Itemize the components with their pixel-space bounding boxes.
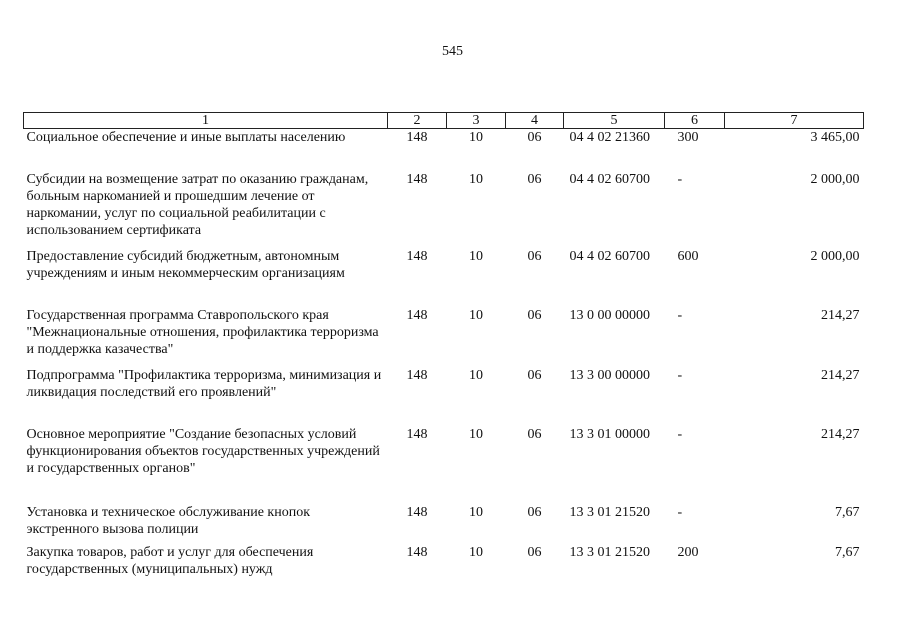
- row-name: Субсидии на возмещение затрат по оказанию гражданам, больным наркоманией и прошедшим лечение от наркомании, услуг по социальной реабилитации с использованием сертификата: [26, 171, 369, 238]
- row-name: Государственная программа Ставропольского края "Межнациональные отношения, профилактика терроризма и поддержка казачества": [26, 307, 379, 357]
- table-row: [24, 426, 864, 504]
- row-name: Установка и техническое обслуживание кнопок экстренного вызова полиции: [26, 504, 310, 537]
- cell-col3: 10: [469, 248, 483, 264]
- header-row: [24, 113, 864, 129]
- table-row: [24, 171, 864, 248]
- table-row: [24, 307, 864, 367]
- cell-col7: 214,27: [821, 307, 860, 323]
- table-row: [24, 367, 864, 426]
- column-header: 5: [564, 113, 665, 129]
- budget-table: [23, 112, 864, 584]
- cell-col6: -: [677, 171, 683, 187]
- cell-col5: 13 3 01 21520: [569, 544, 650, 560]
- cell-col5: 04 4 02 60700: [569, 171, 650, 187]
- column-header: 2: [388, 113, 447, 129]
- cell-col5: 04 4 02 60700: [569, 248, 650, 264]
- cell-col3: 10: [469, 504, 483, 520]
- cell-col3: 10: [469, 426, 483, 442]
- cell-col6: -: [677, 426, 683, 442]
- column-header: 4: [506, 113, 564, 129]
- cell-col2: 148: [406, 426, 428, 442]
- cell-col5: 04 4 02 21360: [569, 130, 650, 145]
- row-name: Подпрограмма "Профилактика терроризма, минимизация и ликвидация последствий его проявлений": [26, 367, 382, 400]
- row-name: Социальное обеспечение и иные выплаты населению: [26, 130, 346, 145]
- cell-col2: 148: [406, 367, 428, 383]
- cell-col7: 2 000,00: [810, 248, 860, 264]
- cell-col2: 148: [406, 248, 428, 264]
- table-row: [24, 504, 864, 544]
- column-header: 7: [725, 113, 864, 129]
- cell-col3: 10: [469, 367, 483, 383]
- cell-col4: 06: [527, 130, 542, 145]
- cell-col2: 148: [406, 504, 428, 520]
- cell-col2: 148: [406, 130, 428, 145]
- cell-col6: 300: [677, 130, 699, 145]
- row-name: Предоставление субсидий бюджетным, автономным учреждениям и иным некоммерческим организациям: [26, 248, 345, 281]
- table-row: [24, 248, 864, 307]
- cell-col6: -: [677, 307, 683, 323]
- cell-col3: 10: [469, 544, 483, 560]
- cell-col4: 06: [527, 544, 542, 560]
- cell-col5: 13 3 00 00000: [569, 367, 650, 383]
- cell-col5: 13 3 01 21520: [569, 504, 650, 520]
- cell-col7: 7,67: [835, 504, 860, 520]
- cell-col7: 3 465,00: [810, 130, 860, 145]
- cell-col5: 13 0 00 00000: [569, 307, 650, 323]
- cell-col7: 214,27: [821, 426, 860, 442]
- column-header: 3: [447, 113, 506, 129]
- cell-col6: -: [677, 504, 683, 520]
- cell-col7: 7,67: [835, 544, 860, 560]
- cell-col4: 06: [527, 307, 542, 323]
- cell-col2: 148: [406, 307, 428, 323]
- page-number: 545: [442, 44, 463, 59]
- column-header: 6: [665, 113, 725, 129]
- cell-col5: 13 3 01 00000: [569, 426, 650, 442]
- row-name: Основное мероприятие "Создание безопасных условий функционирования объектов государственных учреждений и государственных органов": [26, 426, 380, 476]
- cell-col2: 148: [406, 171, 428, 187]
- cell-col7: 214,27: [821, 367, 860, 383]
- cell-col2: 148: [406, 544, 428, 560]
- cell-col4: 06: [527, 248, 542, 264]
- cell-col7: 2 000,00: [810, 171, 860, 187]
- cell-col3: 10: [469, 307, 483, 323]
- cell-col4: 06: [527, 504, 542, 520]
- row-name: Закупка товаров, работ и услуг для обеспечения государственных (муниципальных) нужд: [26, 544, 314, 577]
- cell-col4: 06: [527, 367, 542, 383]
- cell-col4: 06: [527, 171, 542, 187]
- cell-col6: -: [677, 367, 683, 383]
- column-header: 1: [24, 113, 388, 129]
- cell-col4: 06: [527, 426, 542, 442]
- cell-col3: 10: [469, 130, 483, 145]
- cell-col6: 200: [677, 544, 699, 560]
- cell-col3: 10: [469, 171, 483, 187]
- table-row: [24, 129, 864, 171]
- cell-col6: 600: [677, 248, 699, 264]
- table-row: [24, 544, 864, 584]
